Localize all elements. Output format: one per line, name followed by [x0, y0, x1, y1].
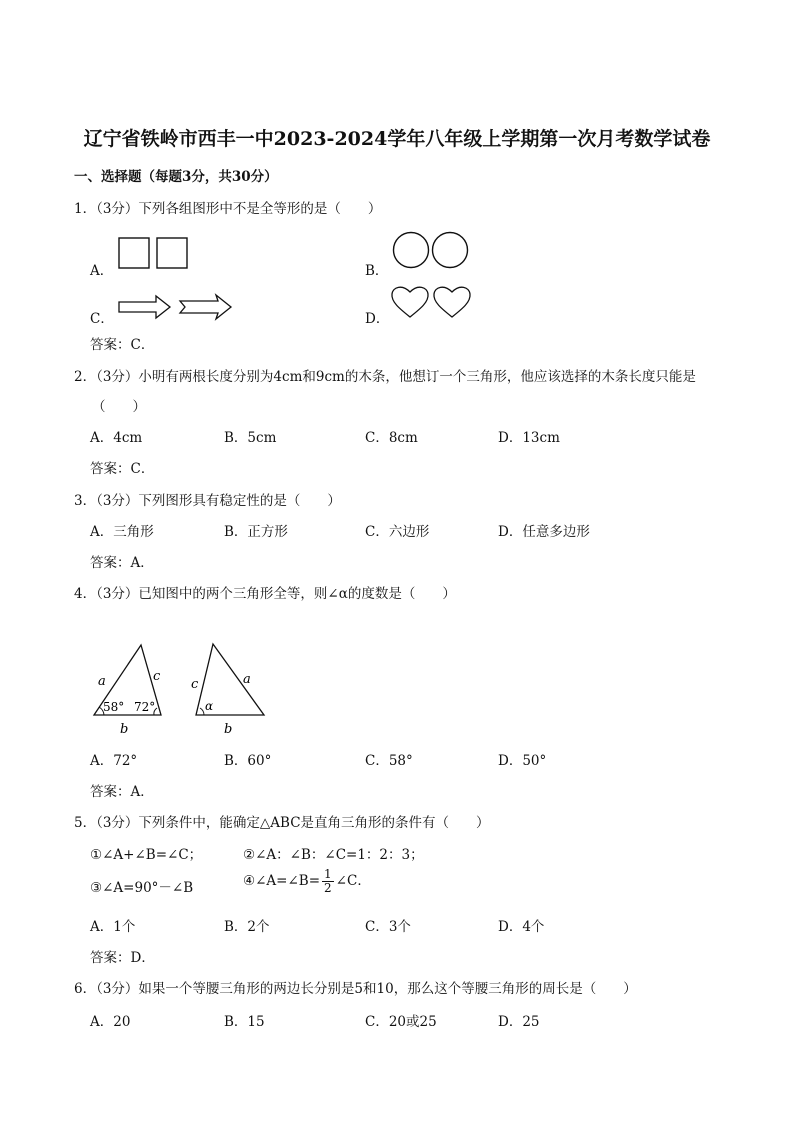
q5-cond4-suffix: ∠C． [335, 873, 371, 889]
t1-label-a: a [98, 674, 106, 689]
question-2-stem-cont: （ ） [92, 399, 146, 415]
q2-option-d: D．13cm [498, 430, 560, 446]
q4-option-d: D．50° [498, 753, 547, 769]
q1-option-b: B． [365, 263, 389, 279]
q4-triangles-figure [90, 640, 270, 740]
q6-option-d: D．25 [498, 1014, 540, 1030]
question-4-stem: 4．（3分）已知图中的两个三角形全等，则∠α的度数是（ ） [74, 586, 456, 602]
t1-label-b: b [120, 722, 129, 737]
question-3-stem: 3．（3分）下列图形具有稳定性的是（ ） [74, 493, 341, 509]
q1-option-d: D． [365, 311, 390, 327]
q3-option-a: A．三角形 [90, 524, 154, 540]
fraction-denominator: 2 [324, 881, 332, 895]
t1-angle-58: 58° [103, 700, 125, 714]
q5-option-d: D．4个 [498, 919, 545, 935]
q6-option-b: B．15 [224, 1014, 265, 1030]
q1-arrows-figure [118, 295, 236, 321]
t2-label-b: b [224, 722, 233, 737]
q6-option-c: C．20或25 [365, 1014, 437, 1030]
q3-answer: 答案：A． [90, 555, 154, 571]
t2-angle-alpha: α [205, 699, 214, 713]
section-heading: 一、选择题（每题3分，共30分） [74, 169, 278, 185]
t2-label-c: c [191, 677, 199, 692]
q4-option-b: B．60° [224, 753, 272, 769]
fraction-numerator: 1 [324, 867, 332, 881]
q1-circles-figure [392, 232, 472, 270]
q6-option-a: A．20 [90, 1014, 131, 1030]
q5-condition-3: ③∠A=90°－∠B [90, 880, 194, 896]
q1-answer: 答案：C． [90, 337, 155, 353]
q1-squares-figure [118, 237, 190, 271]
q2-option-b: B．5cm [224, 430, 277, 446]
q4-option-a: A．72° [90, 753, 138, 769]
question-6-stem: 6．（3分）如果一个等腰三角形的两边长分别是5和10，那么这个等腰三角形的周长是（ ） [74, 981, 637, 997]
exam-title: 辽宁省铁岭市西丰一中2023-2024学年八年级上学期第一次月考数学试卷 [83, 128, 711, 150]
q2-option-a: A．4cm [90, 430, 143, 446]
t1-angle-72: 72° [134, 700, 156, 714]
q2-option-c: C．8cm [365, 430, 418, 446]
q5-condition-4 [243, 868, 371, 895]
q5-cond4-prefix: ④∠A=∠B= [243, 873, 321, 889]
q5-answer: 答案：D． [90, 950, 155, 966]
q5-cond4-fraction [322, 868, 334, 895]
q5-condition-1: ①∠A+∠B=∠C； [90, 847, 203, 863]
q5-condition-2: ②∠A：∠B：∠C=1：2：3； [243, 847, 424, 863]
question-5-stem: 5．（3分）下列条件中，能确定△ABC是直角三角形的条件有（ ） [74, 815, 490, 831]
q4-option-c: C．58° [365, 753, 413, 769]
q3-option-d: D．任意多边形 [498, 524, 590, 540]
question-1-stem: 1．（3分）下列各组图形中不是全等形的是（ ） [74, 201, 382, 217]
q3-option-b: B．正方形 [224, 524, 288, 540]
q4-answer: 答案：A． [90, 784, 154, 800]
q5-option-a: A．1个 [90, 919, 136, 935]
question-2-stem: 2．（3分）小明有两根长度分别为4cm和9cm的木条，他想订一个三角形，他应该选择的木条长度只能是 [74, 369, 696, 385]
q1-option-a: A． [90, 263, 114, 279]
q5-option-c: C．3个 [365, 919, 411, 935]
q1-option-c: C． [90, 311, 114, 327]
t2-label-a: a [243, 672, 251, 687]
q3-option-c: C．六边形 [365, 524, 430, 540]
t1-label-c: c [153, 669, 161, 684]
q2-answer: 答案：C． [90, 461, 155, 477]
q1-hearts-figure [390, 284, 474, 320]
q5-option-b: B．2个 [224, 919, 270, 935]
